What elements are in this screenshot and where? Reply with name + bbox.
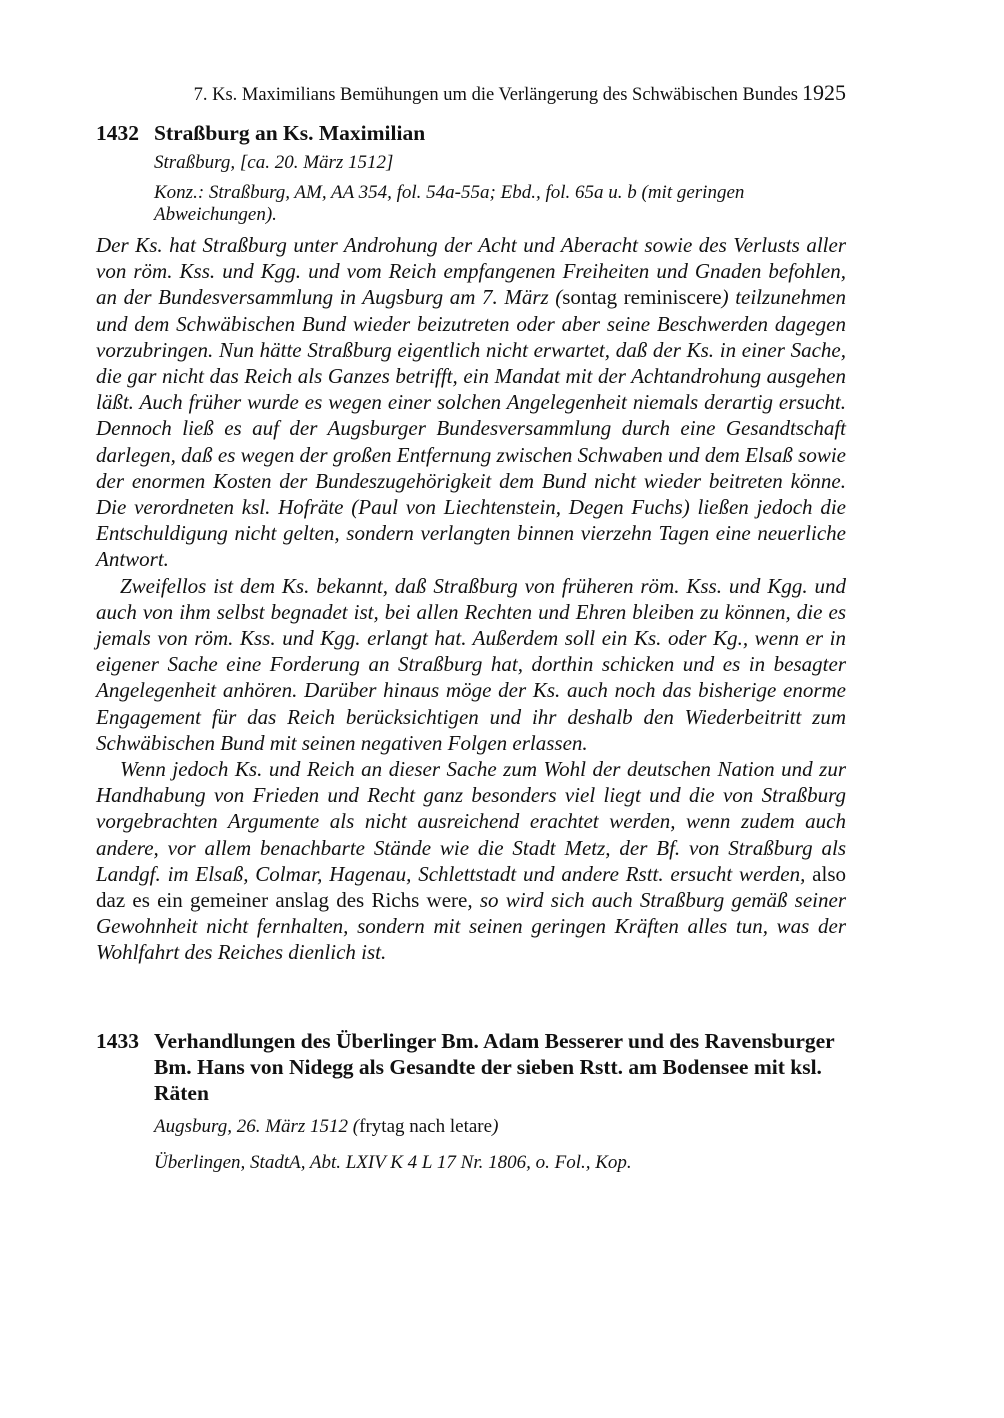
entry-title: Straßburg an Ks. Maximilian [154,121,426,145]
entry-source: Konz.: Straßburg, AM, AA 354, fol. 54a-55a; Ebd., fol. 65a u. b (mit geringen Abweichungen). [154,182,745,225]
entry-heading [96,1028,846,1106]
regest-paragraph-1 [96,232,846,573]
quoted-source-text: also daz es ein gemeiner anslag des Richs were [96,861,846,913]
entry-place-date: Straßburg, [ca. 20. März 1512] [154,152,394,173]
regest-text: ) teilzunehmen und dem Schwäbischen Bund wieder beizutreten oder aber seine Beschwerden dagegen vorzubringen. Nun hätte Straßburg eigentlich nicht erwartet, daß der Ks. in einer Sache, die gar nicht das Reich als Ganzes betrifft, ein Mandat mit der Achtandrohung ausgehen läßt. Auch früher wurde es wegen einer solchen Angelegenheit niemals derartig ersucht. Dennoch ließ es auf der Augsburger Bundesversammlung durch eine Gesandtschaft darlegen, daß es wegen der großen Entfernung zwischen Schwaben und dem Elsaß sowie der enormen Kosten der Bundeszugehörigkeit dem Bund nicht wieder beitreten könne. Die verordneten ksl. Hofräte (Paul von Liechtenstein, Degen Fuchs) ließen jedoch die Entschuldigung nicht gelten, sondern verlangten binnen vierzehn Tagen eine neuerliche Antwort. [96,285,846,572]
quoted-source-text: frytag nach letare [359,1116,493,1137]
entry-heading [96,120,846,146]
entry-1432 [96,120,846,966]
regest-text: Wenn jedoch Ks. und Reich an dieser Sache zum Wohl der deutschen Nation und zur Handhabung von Frieden und Recht ganz besonders viel liegt und die von Straßburg vorgebrachten Argumente als nicht ausreichend erachtet werden, wenn zudem auch andere, vor allem benachbarte Stände wie die Stadt Metz, der Bf. von Straßburg als Landgf. im Elsaß, Colmar, Hagenau, Schlettstadt und andere Rstt. ersucht werden, [96,757,846,886]
running-head-text: 7. Ks. Maximilians Bemühungen um die Verlängerung des Schwäbischen Bundes [193,85,798,105]
place-date-text: ) [492,1116,499,1137]
place-date-text: Augsburg, 26. März 1512 ( [154,1116,360,1137]
entry-1433 [96,1028,846,1174]
regest-text: , so wird sich auch Straßburg gemäß seiner Gewohnheit nicht fernhalten, sondern mit seinen geringen Kräften alles tun, was der Wohlfahrt des Reiches dienlich ist. [96,888,846,965]
entry-place-date [154,1116,846,1138]
regest-paragraph-2: Zweifellos ist dem Ks. bekannt, daß Straßburg von früheren röm. Kss. und Kgg. und auch von ihm selbst begnadet ist, bei allen Rechten und Ehren bleiben zu können, die es jemals von röm. Kss. und Kgg. erlangt hat. Außerdem soll ein Ks. oder Kg., wenn er in eigener Sache eine Forderung an Straßburg hat, dorthin schicken und es in besagter Angelegenheit anhören. Darüber hinaus möge der Ks. auch noch das bisherige enorme Engagement für das Reich berücksichtigen und ihr deshalb den Wiederbeitritt zum Schwäbischen Bund mit seinen negativen Folgen erlassen. [96,573,846,755]
entry-source: Überlingen, StadtA, Abt. LXIV K 4 L 17 Nr. 1806, o. Fol., Kop. [154,1152,632,1173]
regest-paragraph-3 [96,756,846,966]
page-number: 1925 [802,80,846,105]
running-head [146,80,846,108]
quoted-source-text: sontag reminiscere [562,285,722,310]
entry-number: 1433 [96,1029,139,1053]
entry-title: Verhandlungen des Überlinger Bm. Adam Besserer und des Ravensburger Bm. Hans von Nidegg als Gesandte der sieben Rstt. am Bodensee mit ksl. Räten [154,1029,835,1105]
entry-number: 1432 [96,121,139,145]
regest-text: Der Ks. hat Straßburg unter Androhung der Acht und Aberacht sowie des Verlusts aller von röm. Kss. und Kgg. und vom Reich empfangenen Freiheiten und Gnaden befohlen, an der Bundesversammlung in Augsburg am 7. März ( [96,233,846,310]
